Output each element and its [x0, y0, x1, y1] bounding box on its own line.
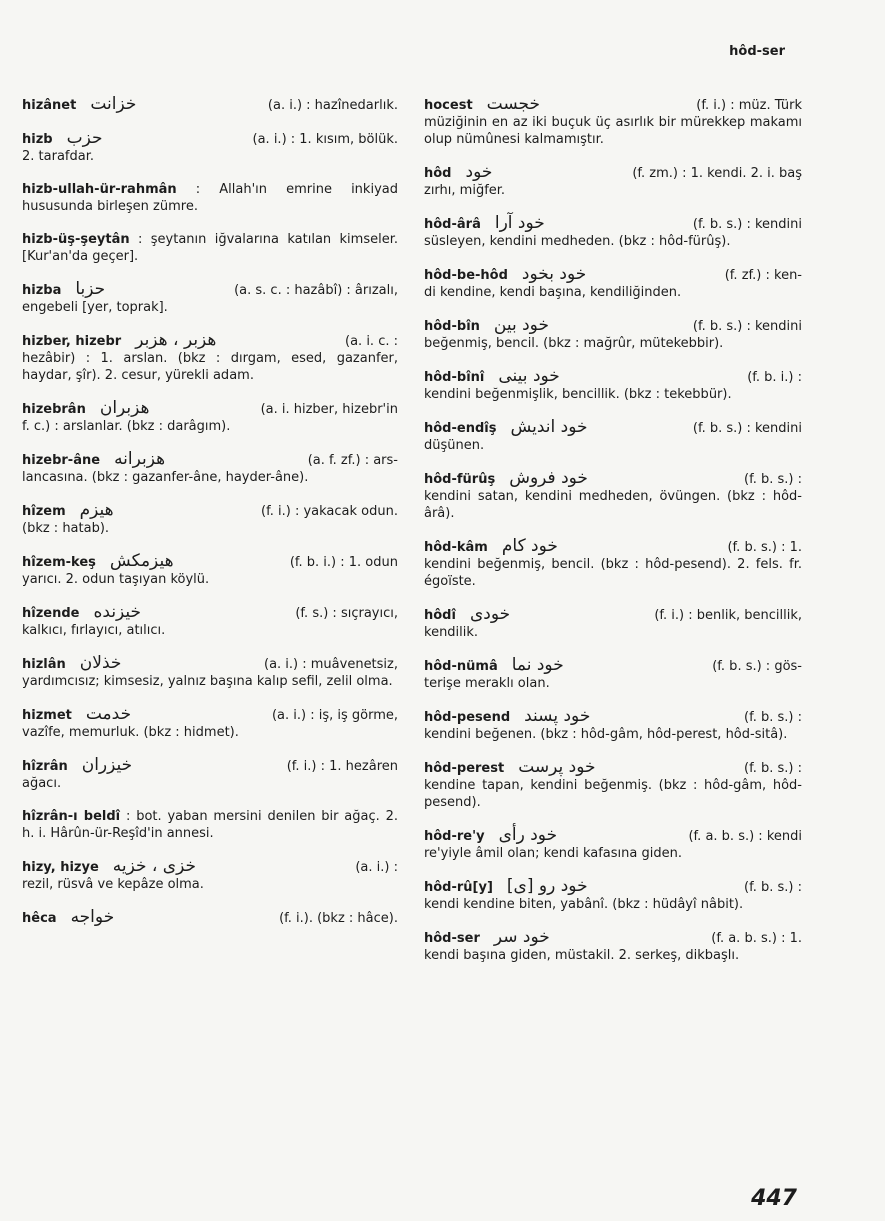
headword: hôd-rû[y]: [424, 880, 493, 895]
grammar-note: (f. s.) : sıçrayıcı,: [295, 606, 398, 621]
grammar-note: (f. i.) : benlik, bencillik,: [654, 608, 802, 623]
headword: hôd-ârâ: [424, 217, 481, 232]
arabic-script: حزبا: [75, 279, 106, 299]
definition: müziğinin en az iki buçuk üç asırlık bir mürekkep makamı olup nümûnesi kalmamıştır.: [424, 115, 802, 147]
definition: kendi başına giden, müstakil. 2. serkeş, dikbaşlı.: [424, 948, 740, 963]
grammar-note: (a. s. c. : hazâbî) : ârızalı,: [234, 283, 398, 298]
dictionary-entry: [424, 215, 802, 250]
headword: hizebrân: [22, 402, 86, 417]
arabic-script: خزانت: [90, 94, 137, 114]
headword: hîzem: [22, 504, 66, 519]
dictionary-entry: [22, 332, 398, 384]
grammar-note: (f. b. i.) : 1. odun: [289, 555, 398, 570]
definition: [22, 231, 398, 265]
dictionary-entry: [22, 130, 398, 165]
headword: hîzem-keş: [22, 555, 96, 570]
definition: [22, 808, 398, 842]
entry-headline: [424, 164, 802, 182]
arabic-script: خود رأى: [498, 825, 558, 845]
definition: zırhı, miğfer.: [424, 183, 506, 198]
definition: (bkz : hatab).: [22, 521, 110, 536]
dictionary-entry: [424, 96, 802, 148]
definition: kalkıcı, fırlayıcı, atılıcı.: [22, 623, 166, 638]
entry-headline: [424, 266, 802, 284]
left-column: [22, 96, 398, 943]
headword: hôd-endîş: [424, 421, 497, 436]
entry-headline: [424, 96, 802, 114]
dictionary-entry: [22, 502, 398, 537]
arabic-script: خودى: [469, 604, 511, 624]
grammar-note: (f. b. s.) :: [744, 472, 802, 487]
headword: hôdî: [424, 608, 456, 623]
definition: hezâbir) : 1. arslan. (bkz : dırgam, esed, gazanfer, haydar, şîr). 2. cesur, yürekli adam.: [22, 351, 398, 383]
grammar-note: (f. b. s.) :: [744, 880, 802, 895]
arabic-script: خيزنده: [93, 602, 142, 622]
arabic-script: خيزران: [81, 755, 133, 775]
grammar-note: (f. a. b. s.) : kendi: [688, 829, 802, 844]
grammar-note: (a. i.) : hazînedarlık.: [267, 98, 398, 113]
grammar-note: (f. b. s.) : kendini: [692, 217, 802, 232]
definition: [22, 181, 398, 215]
headword: hocest: [424, 98, 473, 113]
dictionary-entry: [22, 400, 398, 435]
entry-headline: [22, 706, 398, 724]
grammar-note: (f. zm.) : 1. kendi. 2. i. baş: [632, 166, 802, 181]
definition: kendilik.: [424, 625, 479, 640]
dictionary-entry: [22, 909, 398, 927]
dictionary-entry: [424, 419, 802, 454]
definition-text: : şeytanın iğvalarına katılan kimseler. [Kur'an'da geçer].: [22, 232, 398, 264]
entry-headline: [22, 332, 398, 350]
entry-headline: [424, 878, 802, 896]
running-header: hôd-ser: [729, 44, 785, 59]
arabic-script: خود: [465, 162, 493, 182]
entry-headline: [22, 96, 398, 114]
arabic-script: هزبر ، هزبر: [135, 330, 217, 350]
dictionary-entry: [22, 553, 398, 588]
grammar-note: (a. i.) : 1. kısım, bölük.: [252, 132, 398, 147]
entry-headline: [424, 759, 802, 777]
dictionary-entry: [424, 266, 802, 301]
arabic-script: خود فروش: [509, 468, 588, 488]
dictionary-entry: [22, 858, 398, 893]
arabic-script: خزى ، خزيه: [112, 856, 197, 876]
dictionary-entry: [22, 451, 398, 486]
entry-headline: [424, 827, 802, 845]
grammar-note: (f. b. s.) : gös-: [712, 659, 802, 674]
headword: hôd-ser: [424, 931, 480, 946]
definition: kendini satan, kendini medheden, övüngen. (bkz : hôd-ârâ).: [424, 489, 802, 521]
page-number: 447: [751, 1186, 797, 1211]
entry-headline: [424, 317, 802, 335]
arabic-script: هيزم: [79, 500, 114, 520]
definition: f. c.) : arslanlar. (bkz : darâgım).: [22, 419, 231, 434]
dictionary-entry: [424, 317, 802, 352]
definition: engebeli [yer, toprak].: [22, 300, 168, 315]
dictionary-entry: [424, 708, 802, 743]
headword: hizb: [22, 132, 53, 147]
grammar-note: (f. i.) : 1. hezâren: [286, 759, 398, 774]
headword: hôd-bîn: [424, 319, 480, 334]
definition: kendini beğenmiş, bencil. (bkz : hôd-pesend). 2. fels. fr. égoïste.: [424, 557, 802, 589]
headword: hizmet: [22, 708, 72, 723]
arabic-script: خود پسند: [524, 706, 591, 726]
definition: kendini beğenmişlik, bencillik. (bkz : tekebbür).: [424, 387, 732, 402]
grammar-note: (f. b. s.) : kendini: [692, 319, 802, 334]
arabic-script: خود رو [ى]: [506, 876, 588, 896]
grammar-note: (f. b. s.) : 1.: [727, 540, 802, 555]
headword: hizb-ullah-ür-rahmân: [22, 182, 177, 197]
dictionary-entry: [424, 827, 802, 862]
arabic-script: خود انديش: [510, 417, 588, 437]
headword: hîzrân-ı beldî: [22, 809, 121, 824]
entry-headline: [424, 215, 802, 233]
headword: hizber, hizebr: [22, 334, 122, 349]
dictionary-entry: [22, 281, 398, 316]
grammar-note: (f. a. b. s.) : 1.: [711, 931, 802, 946]
dictionary-entry: [22, 181, 398, 215]
dictionary-entry: [424, 470, 802, 522]
grammar-note: (a. i.) : muâvenetsiz,: [264, 657, 398, 672]
definition: vazîfe, memurluk. (bkz : hidmet).: [22, 725, 239, 740]
dictionary-entry: [22, 757, 398, 792]
entry-headline: [424, 606, 802, 624]
dictionary-entry: [22, 231, 398, 265]
definition: di kendine, kendi başına, kendiliğinden.: [424, 285, 682, 300]
definition: düşünen.: [424, 438, 485, 453]
dictionary-entry: [424, 929, 802, 964]
dictionary-entry: [22, 808, 398, 842]
dictionary-entry: [22, 706, 398, 741]
arabic-script: خود بين: [493, 315, 549, 335]
arabic-script: خجست: [486, 94, 541, 114]
arabic-script: حزب: [66, 128, 103, 148]
arabic-script: خواجه: [70, 907, 115, 927]
right-column: [424, 96, 802, 980]
definition: 2. tarafdar.: [22, 149, 94, 164]
dictionary-entry: [22, 96, 398, 114]
headword: hôd-pesend: [424, 710, 511, 725]
entry-headline: [424, 368, 802, 386]
headword: hêca: [22, 911, 57, 926]
dictionary-entry: [424, 164, 802, 199]
headword: hîzende: [22, 606, 80, 621]
arabic-script: خود سر: [493, 927, 550, 947]
dictionary-entry: [22, 604, 398, 639]
headword: hôd-nümâ: [424, 659, 498, 674]
arabic-script: خود بينى: [498, 366, 560, 386]
arabic-script: هزبرانه: [114, 449, 166, 469]
entry-headline: [424, 419, 802, 437]
arabic-script: خود پرست: [518, 757, 596, 777]
arabic-script: خود آرا: [494, 213, 545, 233]
headword: hôd-perest: [424, 761, 505, 776]
definition: süsleyen, kendini medheden. (bkz : hôd-fürûş).: [424, 234, 731, 249]
entry-headline: [424, 538, 802, 556]
headword: hôd-bînî: [424, 370, 485, 385]
entry-headline: [22, 281, 398, 299]
definition: beğenmiş, bencil. (bkz : mağrûr, mütekebbir).: [424, 336, 724, 351]
headword: hôd-be-hôd: [424, 268, 508, 283]
arabic-script: خود كام: [501, 536, 558, 556]
headword: hôd-fürûş: [424, 472, 496, 487]
arabic-script: خذلان: [79, 653, 122, 673]
definition-text: : bot. yaban mersini denilen bir ağaç. 2. h. i. Hârûn-ür-Reşîd'in annesi.: [22, 809, 398, 841]
dictionary-entry: [424, 878, 802, 913]
entry-headline: [22, 858, 398, 876]
headword: hôd-kâm: [424, 540, 488, 555]
definition: yardımcısız; kimsesiz, yalnız başına kalıp sefil, zelil olma.: [22, 674, 393, 689]
entry-headline: [22, 130, 398, 148]
grammar-note: (f. i.) : müz. Türk: [696, 98, 802, 113]
grammar-note: (f. i.) : yakacak odun.: [261, 504, 398, 519]
headword: hizlân: [22, 657, 66, 672]
headword: hizânet: [22, 98, 77, 113]
entry-headline: [22, 909, 398, 927]
definition: lancasına. (bkz : gazanfer-âne, hayder-âne).: [22, 470, 309, 485]
grammar-note: (a. i.) :: [355, 860, 398, 875]
grammar-note: (f. b. s.) :: [744, 710, 802, 725]
entry-headline: [22, 757, 398, 775]
headword: hôd: [424, 166, 452, 181]
definition-text: : Allah'ın emrine inkiyad hususunda birleşen zümre.: [22, 182, 398, 214]
grammar-note: (f. i.). (bkz : hâce).: [279, 911, 398, 926]
grammar-note: (a. i. c. :: [345, 334, 398, 349]
entry-headline: [22, 604, 398, 622]
headword: hizy, hizye: [22, 860, 99, 875]
grammar-note: (f. b. s.) : kendini: [692, 421, 802, 436]
entry-headline: [22, 400, 398, 418]
grammar-note: (f. zf.) : ken-: [724, 268, 802, 283]
dictionary-entry: [424, 759, 802, 811]
definition: kendi kendine biten, yabânî. (bkz : hüdâyî nâbit).: [424, 897, 744, 912]
definition: re'yiyle âmil olan; kendi kafasına giden.: [424, 846, 682, 861]
entry-headline: [22, 553, 398, 571]
dictionary-entry: [424, 606, 802, 641]
entry-headline: [424, 470, 802, 488]
headword: hizb-üş-şeytân: [22, 232, 130, 247]
entry-headline: [424, 657, 802, 675]
definition: yarıcı. 2. odun taşıyan köylü.: [22, 572, 210, 587]
definition: terişe meraklı olan.: [424, 676, 550, 691]
grammar-note: (a. f. zf.) : ars-: [307, 453, 398, 468]
entry-headline: [22, 451, 398, 469]
headword: hîzrân: [22, 759, 68, 774]
entry-headline: [22, 502, 398, 520]
definition: ağacı.: [22, 776, 62, 791]
entry-headline: [22, 655, 398, 673]
headword: hizebr-âne: [22, 453, 101, 468]
grammar-note: (f. b. s.) :: [744, 761, 802, 776]
dictionary-entry: [424, 368, 802, 403]
grammar-note: (f. b. i.) :: [747, 370, 802, 385]
arabic-script: هزبران: [99, 398, 150, 418]
arabic-script: هيزمكش: [109, 551, 174, 571]
definition: rezil, rüsvâ ve kepâze olma.: [22, 877, 204, 892]
dictionary-entry: [424, 657, 802, 692]
definition: kendine tapan, kendini beğenmiş. (bkz : hôd-gâm, hôd-pesend).: [424, 778, 802, 810]
dictionary-entry: [424, 538, 802, 590]
entry-headline: [424, 929, 802, 947]
arabic-script: خود نما: [511, 655, 564, 675]
entry-headline: [424, 708, 802, 726]
arabic-script: خود بخود: [521, 264, 587, 284]
arabic-script: خدمت: [85, 704, 132, 724]
headword: hôd-re'y: [424, 829, 485, 844]
headword: hizba: [22, 283, 62, 298]
grammar-note: (a. i. hizber, hizebr'in: [260, 402, 398, 417]
dictionary-entry: [22, 655, 398, 690]
grammar-note: (a. i.) : iş, iş görme,: [271, 708, 398, 723]
definition: kendini beğenen. (bkz : hôd-gâm, hôd-perest, hôd-sitâ).: [424, 727, 788, 742]
